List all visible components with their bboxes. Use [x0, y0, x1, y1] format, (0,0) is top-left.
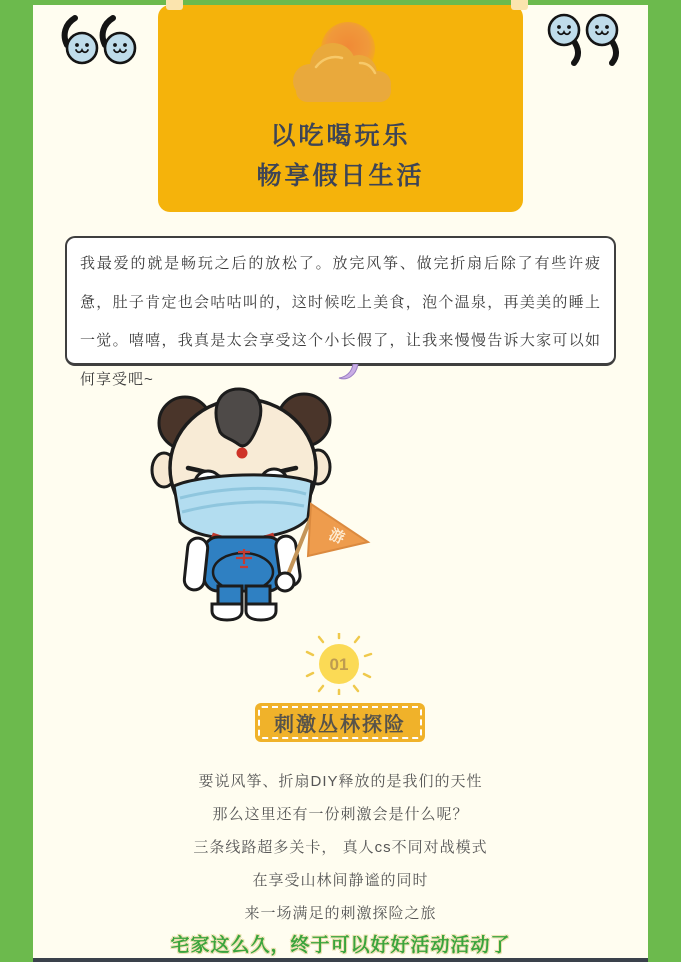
page-title-line2: 畅享假日生活 — [256, 162, 425, 190]
section-number: 01 — [329, 655, 349, 674]
body-line: 来一场满足的刺激探险之旅 — [244, 905, 437, 922]
body-line: 要说风筝、折扇DIY释放的是我们的天性 — [198, 773, 483, 790]
close-quote-icon — [543, 12, 627, 66]
jungle-adventure-button[interactable] — [255, 703, 425, 742]
section-number-badge — [304, 633, 374, 695]
page-title-line1: 以吃喝玩乐 — [270, 122, 411, 150]
button-label: 刺激丛林探险 — [274, 714, 406, 736]
page-border-right — [648, 0, 681, 962]
highlight-line: 宅家这么久，终于可以好好活动活动了 — [170, 935, 511, 956]
mascot-illustration — [148, 386, 372, 622]
tape-right — [511, 0, 528, 10]
body-line: 那么这里还有一份刺激会是什么呢？ — [212, 806, 469, 823]
sun-behind-cloud-icon — [276, 21, 406, 107]
bottom-divider — [33, 958, 648, 962]
flag-label: 游 — [326, 525, 347, 548]
section-body — [33, 765, 648, 930]
header-card — [158, 5, 523, 212]
bubble-tail-icon — [337, 364, 363, 382]
body-line: 三条线路超多关卡， 真人cs不同对战模式 — [193, 839, 488, 856]
intro-bubble-text: 我最爱的就是畅玩之后的放松了。放完风筝、做完折扇后除了有些许疲惫，肚子肯定也会咕咕叫的，这时候吃上美食，泡个温泉，再美美的睡上一觉。嘻嘻，我真是太会享受这个小长假了，让我来慢慢告诉大家可以如何享受吧~ — [80, 255, 601, 388]
body-line: 在享受山林间静谧的同时 — [252, 872, 429, 889]
open-quote-icon — [58, 15, 138, 67]
tape-left — [166, 0, 183, 10]
page-title — [158, 116, 523, 196]
page-border-left — [0, 0, 33, 962]
intro-bubble — [65, 236, 616, 388]
